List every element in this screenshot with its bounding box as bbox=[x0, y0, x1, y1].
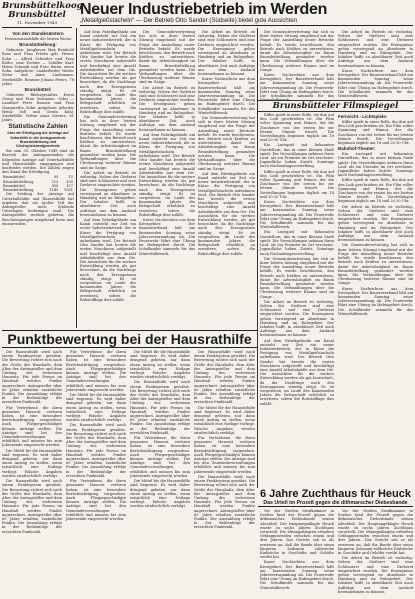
article-paragraph: Für Vertriebene, die ihren gesamten Hausrat verloren haben, ist eine besondere Berücksichtigung vorgesehen. Auch Fliegergeschädigte können Anträge stellen. Die Anträge sind bei den Gemeindeverwaltungen erhältlich und müssen bis zum Jahresende eingereicht werden. bbox=[194, 436, 255, 474]
statistik-text: Bis zum 31. Oktober 1949 sind im Bereich der Amtsgemeinden die folgenden Anträge auf Unterhaltshilfe und Hausrathilfe eingegangen und bearbeitet worden. Die Zahlen zeigen den Stand der Erledigung. bbox=[2, 149, 74, 175]
table-cell: 213 bbox=[51, 179, 59, 184]
statistik-table bbox=[2, 175, 74, 192]
article-paragraph: Die Hausrathilfe wird nach einem Punktsystem gewährt. Die Bewertung richtet sich nach der Größe des Haushalts, dem Alter der Antragsteller und dem Umfang des verlorenen Hausrats. Für jede Person im Haushalt werden Punkte angerechnet. Antragsteller über 65 Jahre erhalten zusätzliche Punkte. Die Auszahlung erfolgt in der Reihenfolge der erreichten Punktzahl. bbox=[194, 350, 255, 405]
standesamt-text1: Geburten: Jungbauer Max Reinhold Rose und Frau Frieda geb. Heuer, Sohn — Alfred Schröder und Frau Käthe, eine Tochter — Schiffer Karl-Heinz Schmidt und Frau Emmi, einen Sohn. Aufgebote: Landarbeiter Walter Meier und Anna Lindemann. Sterbefälle: Rentner Johann Peters, 78 Jahre. bbox=[2, 48, 74, 86]
table-cell: Brunsbüttel bbox=[3, 183, 25, 188]
article-paragraph: Für Vertriebene, die ihren gesamten Hausrat verloren haben, ist eine besondere Berücksichtigung vorgesehen. Auch Fliegergeschädigte können Anträge stellen. Die Anträge sind bei den Gemeindeverwaltungen erhältlich und müssen bis zum Jahresende eingereicht werden. bbox=[2, 405, 62, 448]
article-paragraph: Die Mittel für die Hausrathilfe sind begrenzt. Es wird daher dringend gebeten, nur dann einen Antrag zu stellen, wenn tatsächlich eine Notlage vorliegt. Falsche Angaben werden strafrechtlich verfolgt. bbox=[130, 350, 190, 380]
article-paragraph: Kurze Nachrichten aus dem Kreisgebiet: Der Bauernverband hält am kommenden Sonntag seine Jahresversammlung ab. Die Feuerwehr führt eine Übung im Hafengebiet durch. Die Schulkinder sammeln für das Winterhilfswerk. bbox=[139, 217, 195, 256]
article-paragraph: Ein Lustspiel mit bekannten Darstellern, das in einer kleinen Stadt spielt. Die Verwicklungen nehmen ihren Lauf, als ein Fremder im Ort erscheint. Jugendliche haben Zutritt. Sonntags auch Nachmittagsvorstellung. bbox=[260, 143, 334, 169]
table-cell: 95 bbox=[53, 175, 59, 180]
table-cell: 1145 bbox=[49, 188, 59, 193]
bottom-column-2 bbox=[66, 350, 126, 597]
column-rule bbox=[257, 28, 258, 488]
article-paragraph: Die Arbeit im Betrieb ist vielseitig. Neben der Gießerei sind eine Schlosserei und eine Dreherei eingerichtet worden. Die Erzeugnisse gehen vorwiegend an Abnehmer in Hamburg und im Ruhrgebiet. Der Inhaber hofft, in absehbarer Zeit auch Aufträge aus dem Ausland hereinnehmen zu können. bbox=[338, 204, 413, 243]
article-paragraph: Die Mittel für die Hausrathilfe sind begrenzt. Es wird daher dringend gebeten, nur dann einen Antrag zu stellen, wenn tatsächlich eine Notlage vorliegt. Falsche Angaben werden strafrechtlich verfolgt. bbox=[66, 393, 126, 423]
masthead-title-line2: Brunsbüttel bbox=[8, 10, 66, 20]
film-col-head-1: Fernsicht - Lichtspiele: bbox=[338, 114, 388, 119]
right-top-column-1 bbox=[260, 30, 334, 103]
film-column-2 bbox=[338, 113, 413, 485]
article-paragraph: Die Arbeit im Betrieb ist vielseitig. Neben der Gießerei sind eine Schlosserei und eine Dreherei eingerichtet worden. Die Erzeugnisse gehen vorwiegend an Abnehmer in Hamburg und im Ruhrgebiet. Der Inhaber hofft, in absehbarer Zeit auch Aufträge aus dem Ausland hereinnehmen zu können. bbox=[260, 299, 334, 338]
standesamt-section1: Brunsbüttelkoog: bbox=[19, 42, 57, 48]
article-paragraph: Die Hausrathilfe wird nach einem Punktsystem gewährt. Die Bewertung richtet sich nach der Größe des Haushalts, dem Alter der Antragsteller und dem Umfang des verlorenen Hausrats. Für jede Person im Haushalt werden Punkte angerechnet. Antragsteller über 65 Jahre erhalten zusätzliche Punkte. Die Auszahlung erfolgt in der Reihenfolge der erreichten Punktzahl. bbox=[194, 474, 255, 530]
article-paragraph: Auf dem Fabrikgelände am Kanal entsteht zur Zeit ein neuer Industriebetrieb, der in Kürze die Fertigung von Metallgießstacheln aufnehmen wird. Der Betrieb Otto Sander hat bereits die ersten Maschinen aufgestellt und beschäftigt eine Anzahl Arbeitskräfte aus dem Ort. Die Aussichten für die weitere Entwicklung werden als gut bezeichnet, da die Nachfrage nach den Erzeugnissen ständig steigt. Es ist vorgesehen, im Laufe des kommenden Jahres die Belegschaft erheblich zu erweitern, sofern die Rohstofflage dies zuläßt. bbox=[80, 30, 136, 114]
article-paragraph: Die Gemeindevertretung hat sich in ihrer letzten Sitzung eingehend mit der Frage der Ansiedlung neuer Betriebe befaßt. Es wurde beschlossen, den Betrieb nach Kräften zu unterstützen, damit die Arbeitslosigkeit im Raum Brunsbüttelkoog gemindert werden kann. Die Verhandlungen über die Überlassung weiterer Räume sind im Gange. bbox=[139, 30, 195, 85]
table-cell: Brunsbüttelkoog bbox=[3, 188, 34, 193]
article-paragraph: Kurze Nachrichten aus dem Kreisgebiet: Der Bauernverband hält am kommenden Sonntag seine Jahresversammlung ab. Die Feuerwehr führt eine Übung im Hafengebiet durch. Die Schulkinder sammeln für das Winterhilfswerk. bbox=[260, 200, 334, 230]
article-paragraph: Auf dem Fabrikgelände am Kanal entsteht zur Zeit ein neuer Industriebetrieb, der in Kürze die Fertigung von Metallgießstacheln aufnehmen wird. Der Betrieb Otto Sander hat bereits die ersten Maschinen aufgestellt und beschäftigt eine Anzahl Arbeitskräfte aus dem Ort. Die Aussichten für die weitere Entwicklung werden als gut bezeichnet, da die Nachfrage nach den Erzeugnissen ständig steigt. Es ist vorgesehen, im Laufe des kommenden Jahres die Belegschaft erheblich zu erweitern, sofern die Rohstofflage dies zuläßt. bbox=[260, 338, 334, 406]
table-cell: 955 bbox=[51, 183, 59, 188]
article-paragraph: Für Vertriebene, die ihren gesamten Hausrat verloren haben, ist eine besondere Berücksichtigung vorgesehen. Auch Fliegergeschädigte können Anträge stellen. Die Anträge sind bei den Gemeindeverwaltungen erhältlich und müssen bis zum Jahresende eingereicht werden. bbox=[130, 436, 190, 478]
article-paragraph: Die Mittel für die Hausrathilfe sind begrenzt. Es wird daher dringend gebeten, nur dann einen Antrag zu stellen, wenn tatsächlich eine Notlage vorliegt. Falsche Angaben werden strafrechtlich verfolgt. bbox=[130, 479, 190, 509]
article-paragraph: Kurze Nachrichten aus dem Kreisgebiet: Der Bauernverband hält am kommenden Sonntag seine Jahresversammlung ab. Die Feuerwehr führt eine Übung im Hafengebiet durch. Die Schulkinder sammeln für das Winterhilfswerk. bbox=[338, 68, 413, 99]
article-column-3 bbox=[198, 30, 255, 328]
article-column-2 bbox=[139, 30, 195, 328]
article-paragraph: Kurze Nachrichten aus dem Kreisgebiet: Der Bauernverband hält am kommenden Sonntag seine Jahresversammlung ab. Die Feuerwehr führt eine Übung im Hafengebiet durch. Die Schulkinder sammeln für das Winterhilfswerk. bbox=[260, 560, 334, 590]
table-cell: Brunsbüttelkoog bbox=[3, 179, 34, 184]
article-paragraph: Die Mittel für die Hausrathilfe sind begrenzt. Es wird daher dringend gebeten, nur dann einen Antrag zu stellen, wenn tatsächlich eine Notlage vorliegt. Falsche Angaben werden strafrechtlich verfolgt. bbox=[194, 405, 255, 435]
article-paragraph: Kurze Nachrichten aus dem Kreisgebiet: Der Bauernverband hält am kommenden Sonntag seine Jahresversammlung ab. Die Feuerwehr führt eine Übung im Hafengebiet durch. Die Schulkinder sammeln für das Winterhilfswerk. bbox=[260, 73, 334, 103]
article-paragraph: Kiffer spielt in einer Rolle, die ihm auf den Leib geschrieben ist. Ein Film voller Spannung und Humor, der die Zuschauer von der ersten bis zur letzten Minute fesselt. Die Vorstellungen beginnen täglich um 18 und 20.30 Uhr. bbox=[338, 120, 413, 146]
article-paragraph: Für Vertriebene, die ihren gesamten Hausrat verloren haben, ist eine besondere Berücksichtigung vorgesehen. Auch Fliegergeschädigte können Anträge stellen. Die Anträge sind bei den Gemeindeverwaltungen erhältlich und müssen bis zum Jahresende eingereicht werden. bbox=[66, 350, 126, 392]
column-rule bbox=[76, 28, 77, 328]
statistik-intro: über die Erledigung der Anträge auf Soforthilfe in der Amtsgemeinde Brunsbüttelkoog und Kirchspielslandgemeinde bbox=[7, 131, 69, 149]
article-paragraph: Ein Lustspiel mit bekannten Darstellern, das in einer kleinen Stadt spielt. Die Verwicklungen nehmen ihren Lauf, als ein Fremder im Ort erscheint. Jugendliche haben Zutritt. Sonntags auch Nachmittagsvorstellung. bbox=[260, 230, 334, 256]
article-paragraph: Die Gemeindevertretung hat sich in ihrer letzten Sitzung eingehend mit der Frage der Ansiedlung neuer Betriebe befaßt. Es wurde beschlossen, den Betrieb nach Kräften zu unterstützen, damit die Arbeitslosigkeit im Raum Brunsbüttelkoog gemindert werden kann. Die Verhandlungen über die Überlassung weiterer Räume sind im Gange. bbox=[80, 115, 136, 170]
bottom-column-4 bbox=[194, 350, 255, 597]
article-paragraph: Die Gemeindevertretung hat sich in ihrer letzten Sitzung eingehend mit der Frage der Ansiedlung neuer Betriebe befaßt. Es wurde beschlossen, den Betrieb nach Kräften zu unterstützen, damit die Arbeitslosigkeit im Raum Brunsbüttelkoog gemindert werden kann. Die Verhandlungen über die Überlassung weiterer Räume sind im Gange. bbox=[198, 116, 255, 171]
left-column bbox=[2, 30, 74, 328]
bottom-column-3 bbox=[130, 350, 190, 597]
trial-column-2 bbox=[338, 509, 413, 597]
article-paragraph: Die Arbeit im Betrieb ist vielseitig. Neben der Gießerei sind eine Schlosserei und eine Dreherei eingerichtet worden. Die Erzeugnisse gehen vorwiegend an Abnehmer in Hamburg und im Ruhrgebiet. Der Inhaber hofft, in absehbarer Zeit auch Aufträge aus dem Ausland hereinnehmen zu können. bbox=[338, 30, 413, 68]
article-paragraph: Kurze Nachrichten aus dem Kreisgebiet: Der Bauernverband hält am kommenden Sonntag seine Jahresversammlung ab. Die Feuerwehr führt eine Übung im Hafengebiet durch. Die Schulkinder sammeln für das Winterhilfswerk. bbox=[338, 286, 413, 316]
film-section-title: Brunsbütteler Filmspiegel bbox=[258, 100, 413, 112]
bottom-headline: Punktbewertung bei der Hausrathilfe bbox=[2, 330, 257, 348]
standesamt-section2: Brunsbüttel: bbox=[24, 87, 52, 93]
article-paragraph: Die Hausrathilfe wird nach einem Punktsystem gewährt. Die Bewertung richtet sich nach der Größe des Haushalts, dem Alter der Antragsteller und dem Umfang des verlorenen Hausrats. Für jede Person im Haushalt werden Punkte angerechnet. Antragsteller über 65 Jahre erhalten zusätzliche Punkte. Die Auszahlung erfolgt in der Reihenfolge der erreichten Punktzahl. bbox=[2, 479, 62, 534]
table-cell: Brunsbüttel bbox=[3, 175, 25, 180]
article-paragraph: Die Mittel für die Hausrathilfe sind begrenzt. Es wird daher dringend gebeten, nur dann einen Antrag zu stellen, wenn tatsächlich eine Notlage vorliegt. Falsche Angaben werden strafrechtlich verfolgt. bbox=[2, 448, 62, 478]
article-paragraph: Die Hausrathilfe wird nach einem Punktsystem gewährt. Die Bewertung richtet sich nach der Größe des Haushalts, dem Alter der Antragsteller und dem Umfang des verlorenen Hausrats. Für jede Person im Haushalt werden Punkte angerechnet. Antragsteller über 65 Jahre erhalten zusätzliche Punkte. Die Auszahlung erfolgt in der Reihenfolge der erreichten Punktzahl. bbox=[2, 350, 62, 405]
table-cell: 15 bbox=[68, 175, 73, 180]
article-paragraph: Die Gemeindevertretung hat sich in ihrer letzten Sitzung eingehend mit der Frage der Ansiedlung neuer Betriebe befaßt. Es wurde beschlossen, den Betrieb nach Kräften zu unterstützen, damit die Arbeitslosigkeit im Raum Brunsbüttelkoog gemindert werden kann. Die Verhandlungen über die Überlassung weiterer Räume sind im Gange. bbox=[260, 256, 334, 299]
article-paragraph: Vor der Großen Strafkammer in Itzehoe fand der Prozeß gegen die dithmarscher Diebesbande seinen Abschluß. Der Hauptangeklagte Heuck wurde zu sechs Jahren Zuchthaus verurteilt. Die Mitangeklagten erhielten Gefängnisstrafen zwischen einem und drei Jahren. Das Gericht sah es als erwiesen an, daß die Bande über einen längeren Zeitraum zahlreiche Einbrüche in Geschäfte und Gehöfte verübt hat. bbox=[338, 509, 413, 556]
article-paragraph: Vor der Großen Strafkammer in Itzehoe fand der Prozeß gegen die dithmarscher Diebesbande seinen Abschluß. Der Hauptangeklagte Heuck wurde zu sechs Jahren Zuchthaus verurteilt. Die Mitangeklagten erhielten Gefängnisstrafen zwischen einem und drei Jahren. Das Gericht sah es als erwiesen an, daß die Bande über einen längeren Zeitraum zahlreiche Einbrüche in Geschäfte und Gehöfte verübt hat. bbox=[260, 509, 334, 560]
article-paragraph: Die Arbeit im Betrieb ist vielseitig. Neben der Gießerei sind eine Schlosserei und eine Dreherei eingerichtet worden. Die Erzeugnisse gehen vorwiegend an Abnehmer in Hamburg und im Ruhrgebiet. Der Inhaber hofft, in absehbarer Zeit auch Aufträge aus dem Ausland hereinnehmen zu können. bbox=[338, 556, 413, 594]
article-paragraph: Kiffer spielt in einer Rolle, die ihm auf den Leib geschrieben ist. Ein Film voller Spannung und Humor, der die Zuschauer von der ersten bis zur letzten Minute fesselt. Die Vorstellungen beginnen täglich um 18 und 20.30 Uhr. bbox=[260, 113, 334, 143]
article-paragraph: Die Gemeindevertretung hat sich in ihrer letzten Sitzung eingehend mit der Frage der Ansiedlung neuer Betriebe befaßt. Es wurde beschlossen, den Betrieb nach Kräften zu unterstützen, damit die Arbeitslosigkeit im Raum Brunsbüttelkoog gemindert werden kann. Die Verhandlungen über die Überlassung weiterer Räume sind im Gange. bbox=[338, 243, 413, 286]
film-column-1 bbox=[260, 113, 334, 485]
masthead-title-line1: Brunsbüttelkoog bbox=[2, 1, 83, 11]
article-paragraph: Die Gemeindevertretung hat sich in ihrer letzten Sitzung eingehend mit der Frage der Ansiedlung neuer Betriebe befaßt. Es wurde beschlossen, den Betrieb nach Kräften zu unterstützen, damit die Arbeitslosigkeit im Raum Brunsbüttelkoog gemindert werden kann. Die Verhandlungen über die Überlassung weiterer Räume sind im Gange. bbox=[260, 30, 334, 72]
article-paragraph: Auf dem Fabrikgelände am Kanal entsteht zur Zeit ein neuer Industriebetrieb, der in Kürze die Fertigung von Metallgießstacheln aufnehmen wird. Der Betrieb Otto Sander hat bereits die ersten Maschinen aufgestellt und beschäftigt eine Anzahl Arbeitskräfte aus dem Ort. Die Aussichten für die weitere Entwicklung werden als gut bezeichnet, da die Nachfrage nach den Erzeugnissen ständig steigt. Es ist vorgesehen, im Laufe des kommenden Jahres die Belegschaft erheblich zu erweitern, sofern die Rohstofflage dies zuläßt. bbox=[139, 132, 195, 217]
article-paragraph: Auf dem Fabrikgelände am Kanal entsteht zur Zeit ein neuer Industriebetrieb, der in Kürze die Fertigung von Metallgießstacheln aufnehmen wird. Der Betrieb Otto Sander hat bereits die ersten Maschinen aufgestellt und beschäftigt eine Anzahl Arbeitskräfte aus dem Ort. Die Aussichten für die weitere Entwicklung werden als gut bezeichnet, da die Nachfrage nach den Erzeugnissen ständig steigt. Es ist vorgesehen, im Laufe des kommenden Jahres die Belegschaft erheblich zu erweitern, sofern die Rohstofflage dies zuläßt. bbox=[198, 171, 255, 256]
masthead-date: 11. November 1949 bbox=[16, 20, 58, 25]
right-top-column-2 bbox=[338, 30, 413, 98]
right-subhead: Das Urteil im Prozeß gegen die dithmarscher Diebesbande bbox=[258, 500, 413, 507]
standesamt-title: Von den Standesämtern bbox=[12, 31, 64, 36]
article-paragraph: Ein Lustspiel mit bekannten Darstellern, das in einer kleinen Stadt spielt. Die Verwicklungen nehmen ihren Lauf, als ein Fremder im Ort erscheint. Jugendliche haben Zutritt. Sonntags auch Nachmittagsvorstellung. bbox=[338, 152, 413, 178]
article-paragraph: Die Arbeit im Betrieb ist vielseitig. Neben der Gießerei sind eine Schlosserei und eine Dreherei eingerichtet worden. Die Erzeugnisse gehen vorwiegend an Abnehmer in Hamburg und im Ruhrgebiet. Der Inhaber hofft, in absehbarer Zeit auch Aufträge aus dem Ausland hereinnehmen zu können. bbox=[139, 85, 195, 132]
article-paragraph: Für Vertriebene, die ihren gesamten Hausrat verloren haben, ist eine besondere Berücksichtigung vorgesehen. Auch Fliegergeschädigte können Anträge stellen. Die Anträge sind bei den Gemeindeverwaltungen erhältlich und müssen bis zum Jahresende eingereicht werden. bbox=[66, 479, 126, 521]
table-cell: 1061 bbox=[63, 188, 73, 193]
article-paragraph: Kurze Nachrichten aus dem Kreisgebiet: Der Bauernverband hält am kommenden Sonntag seine Jahresversammlung ab. Die Feuerwehr führt eine Übung im Hafengebiet durch. Die Schulkinder sammeln für das Winterhilfswerk. bbox=[198, 77, 255, 115]
article-paragraph: Die Arbeit im Betrieb ist vielseitig. Neben der Gießerei sind eine Schlosserei und eine Dreherei eingerichtet worden. Die Erzeugnisse gehen vorwiegend an Abnehmer in Hamburg und im Ruhrgebiet. Der Inhaber hofft, in absehbarer Zeit auch Aufträge aus dem Ausland hereinnehmen zu können. bbox=[80, 170, 136, 217]
bottom-column-1 bbox=[2, 350, 62, 597]
article-paragraph: Die Hausrathilfe wird nach einem Punktsystem gewährt. Die Bewertung richtet sich nach der Größe des Haushalts, dem Alter der Antragsteller und dem Umfang des verlorenen Hausrats. Für jede Person im Haushalt werden Punkte angerechnet. Antragsteller über 65 Jahre erhalten zusätzliche Punkte. Die Auszahlung erfolgt in der Reihenfolge der erreichten Punktzahl. bbox=[130, 380, 190, 435]
trial-column-1 bbox=[260, 509, 334, 597]
main-subhead: „Metallgießstacheln“ — Der Betrieb Otto Sander (Südseite) bietet gute Aussichten bbox=[80, 18, 413, 26]
table-cell: 157 bbox=[66, 183, 73, 188]
statistik-title: Statistische Zahlen bbox=[8, 123, 68, 131]
right-headline: 6 Jahre Zuchthaus für Heuck bbox=[260, 488, 411, 500]
standesamt-text2: Geburten: Bildergestalter Horst Georg und Frau Marianne, Sohn — Landwirt Peter Hansen und Frau Margarethe, Sohn. Aufgebote: Arbeiter Heinz Voß und Gerda Kühl. Sterbefälle: Witwe Anna Sievers, 81 Jahre. bbox=[2, 93, 74, 123]
article-paragraph: Auf dem Fabrikgelände am Kanal entsteht zur Zeit ein neuer Industriebetrieb, der in Kürze die Fertigung von Metallgießstacheln aufnehmen wird. Der Betrieb Otto Sander hat bereits die ersten Maschinen aufgestellt und beschäftigt eine Anzahl Arbeitskräfte aus dem Ort. Die Aussichten für die weitere Entwicklung werden als gut bezeichnet, da die Nachfrage nach den Erzeugnissen ständig steigt. Es ist vorgesehen, im Laufe des kommenden Jahres die Belegschaft erheblich zu erweitern, sofern die Rohstofflage dies zuläßt. bbox=[80, 217, 136, 302]
left-column-text: Die Prüfung der Anträge auf Unterhaltshilfe und Hausrathilfe hat ergeben, daß ein großer Teil der Antragsteller noch fehlende Unterlagen beibringen muß. Die Antragsteller werden gebeten, die Bescheinigungen umgehend beim Amt einzureichen. bbox=[2, 192, 74, 226]
article-column-1 bbox=[80, 30, 136, 328]
film-col-head-2: Bahnhof-Theater: bbox=[338, 146, 376, 152]
article-paragraph: Kiffer spielt in einer Rolle, die ihm auf den Leib geschrieben ist. Ein Film voller Spannung und Humor, der die Zuschauer von der ersten bis zur letzten Minute fesselt. Die Vorstellungen beginnen täglich um 18 und 20.30 Uhr. bbox=[338, 178, 413, 204]
standesamt-subtitle: Personenstandsfälle der letzten Woche bbox=[4, 37, 72, 41]
table-cell: 105 bbox=[66, 179, 73, 184]
main-headline: Neuer Industriebetrieb im Werden bbox=[80, 1, 328, 18]
masthead bbox=[2, 1, 83, 28]
article-paragraph: Die Hausrathilfe wird nach einem Punktsystem gewährt. Die Bewertung richtet sich nach der Größe des Haushalts, dem Alter der Antragsteller und dem Umfang des verlorenen Hausrats. Für jede Person im Haushalt werden Punkte angerechnet. Antragsteller über 65 Jahre erhalten zusätzliche Punkte. Die Auszahlung erfolgt in der Reihenfolge der erreichten Punktzahl. bbox=[66, 423, 126, 478]
article-paragraph: Kiffer spielt in einer Rolle, die ihm auf den Leib geschrieben ist. Ein Film voller Spannung und Humor, der die Zuschauer von der ersten bis zur letzten Minute fesselt. Die Vorstellungen beginnen täglich um 18 und 20.30 Uhr. bbox=[260, 169, 334, 199]
article-paragraph: Die Arbeit im Betrieb ist vielseitig. Neben der Gießerei sind eine Schlosserei und eine Dreherei eingerichtet worden. Die Erzeugnisse gehen vorwiegend an Abnehmer in Hamburg und im Ruhrgebiet. Der Inhaber hofft, in absehbarer Zeit auch Aufträge aus dem Ausland hereinnehmen zu können. bbox=[198, 30, 255, 77]
